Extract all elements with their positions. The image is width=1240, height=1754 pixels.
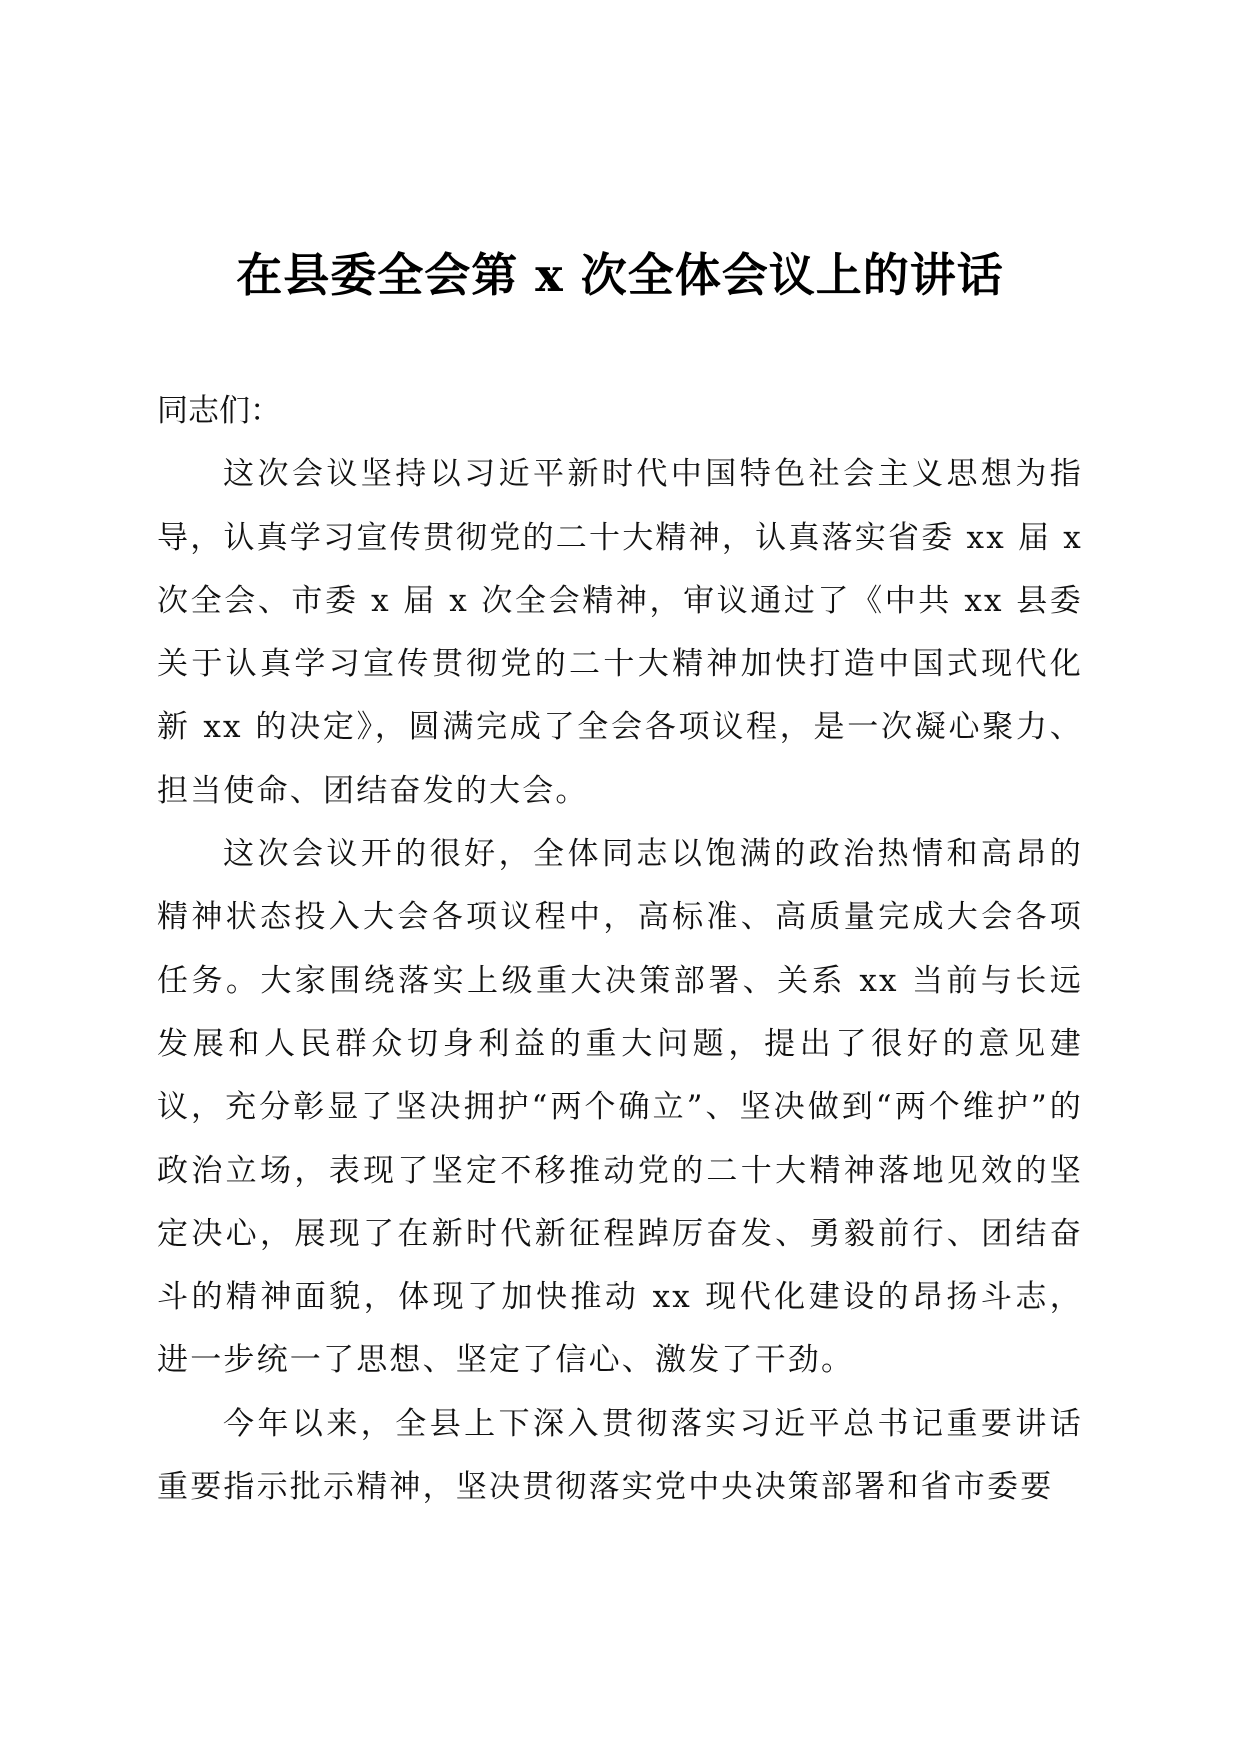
paragraph-2: 这次会议开的很好，全体同志以饱满的政治热情和高昂的精神状态投入大会各项议程中，高标准、高质量完成大会各项任务。大家围绕落实上级重大决策部署、关系 xx 当前与长远发展和人民群众切身利益的重大问题，提出了很好的意见建议，充分彰显了坚决拥护“两个确立”、坚决做到“两个维护”的政治立场，表现了坚定不移推动党的二十大精神落地见效的坚定决心，展现了在新时代新征程踔厉奋发、勇毅前行、团结奋斗的精神面貌，体现了加快推动 xx 现代化建设的昂扬斗志，进一步统一了思想、坚定了信心、激发了干劲。: [157, 836, 1083, 1379]
document-title: 在县委全会第 x 次全体会议上的讲话: [236, 248, 1004, 302]
salutation: 同志们：: [157, 393, 281, 429]
paragraph-1: 这次会议坚持以习近平新时代中国特色社会主义思想为指导，认真学习宣传贯彻党的二十大精神，认真落实省委 xx 届 x 次全会、市委 x 届 x 次全会精神，审议通过了《中共 xx 县委关于认真学习宣传贯彻党的二十大精神加快打造中国式现代化新 xx 的决定》，圆满完成了全会各项议程，是一次凝心聚力、担当使命、团结奋发的大会。: [157, 456, 1083, 809]
document-body: [157, 380, 1083, 1519]
paragraph-3: 今年以来，全县上下深入贯彻落实习近平总书记重要讲话重要指示批示精神，坚决贯彻落实党中央决策部署和省市委要: [157, 1405, 1083, 1506]
